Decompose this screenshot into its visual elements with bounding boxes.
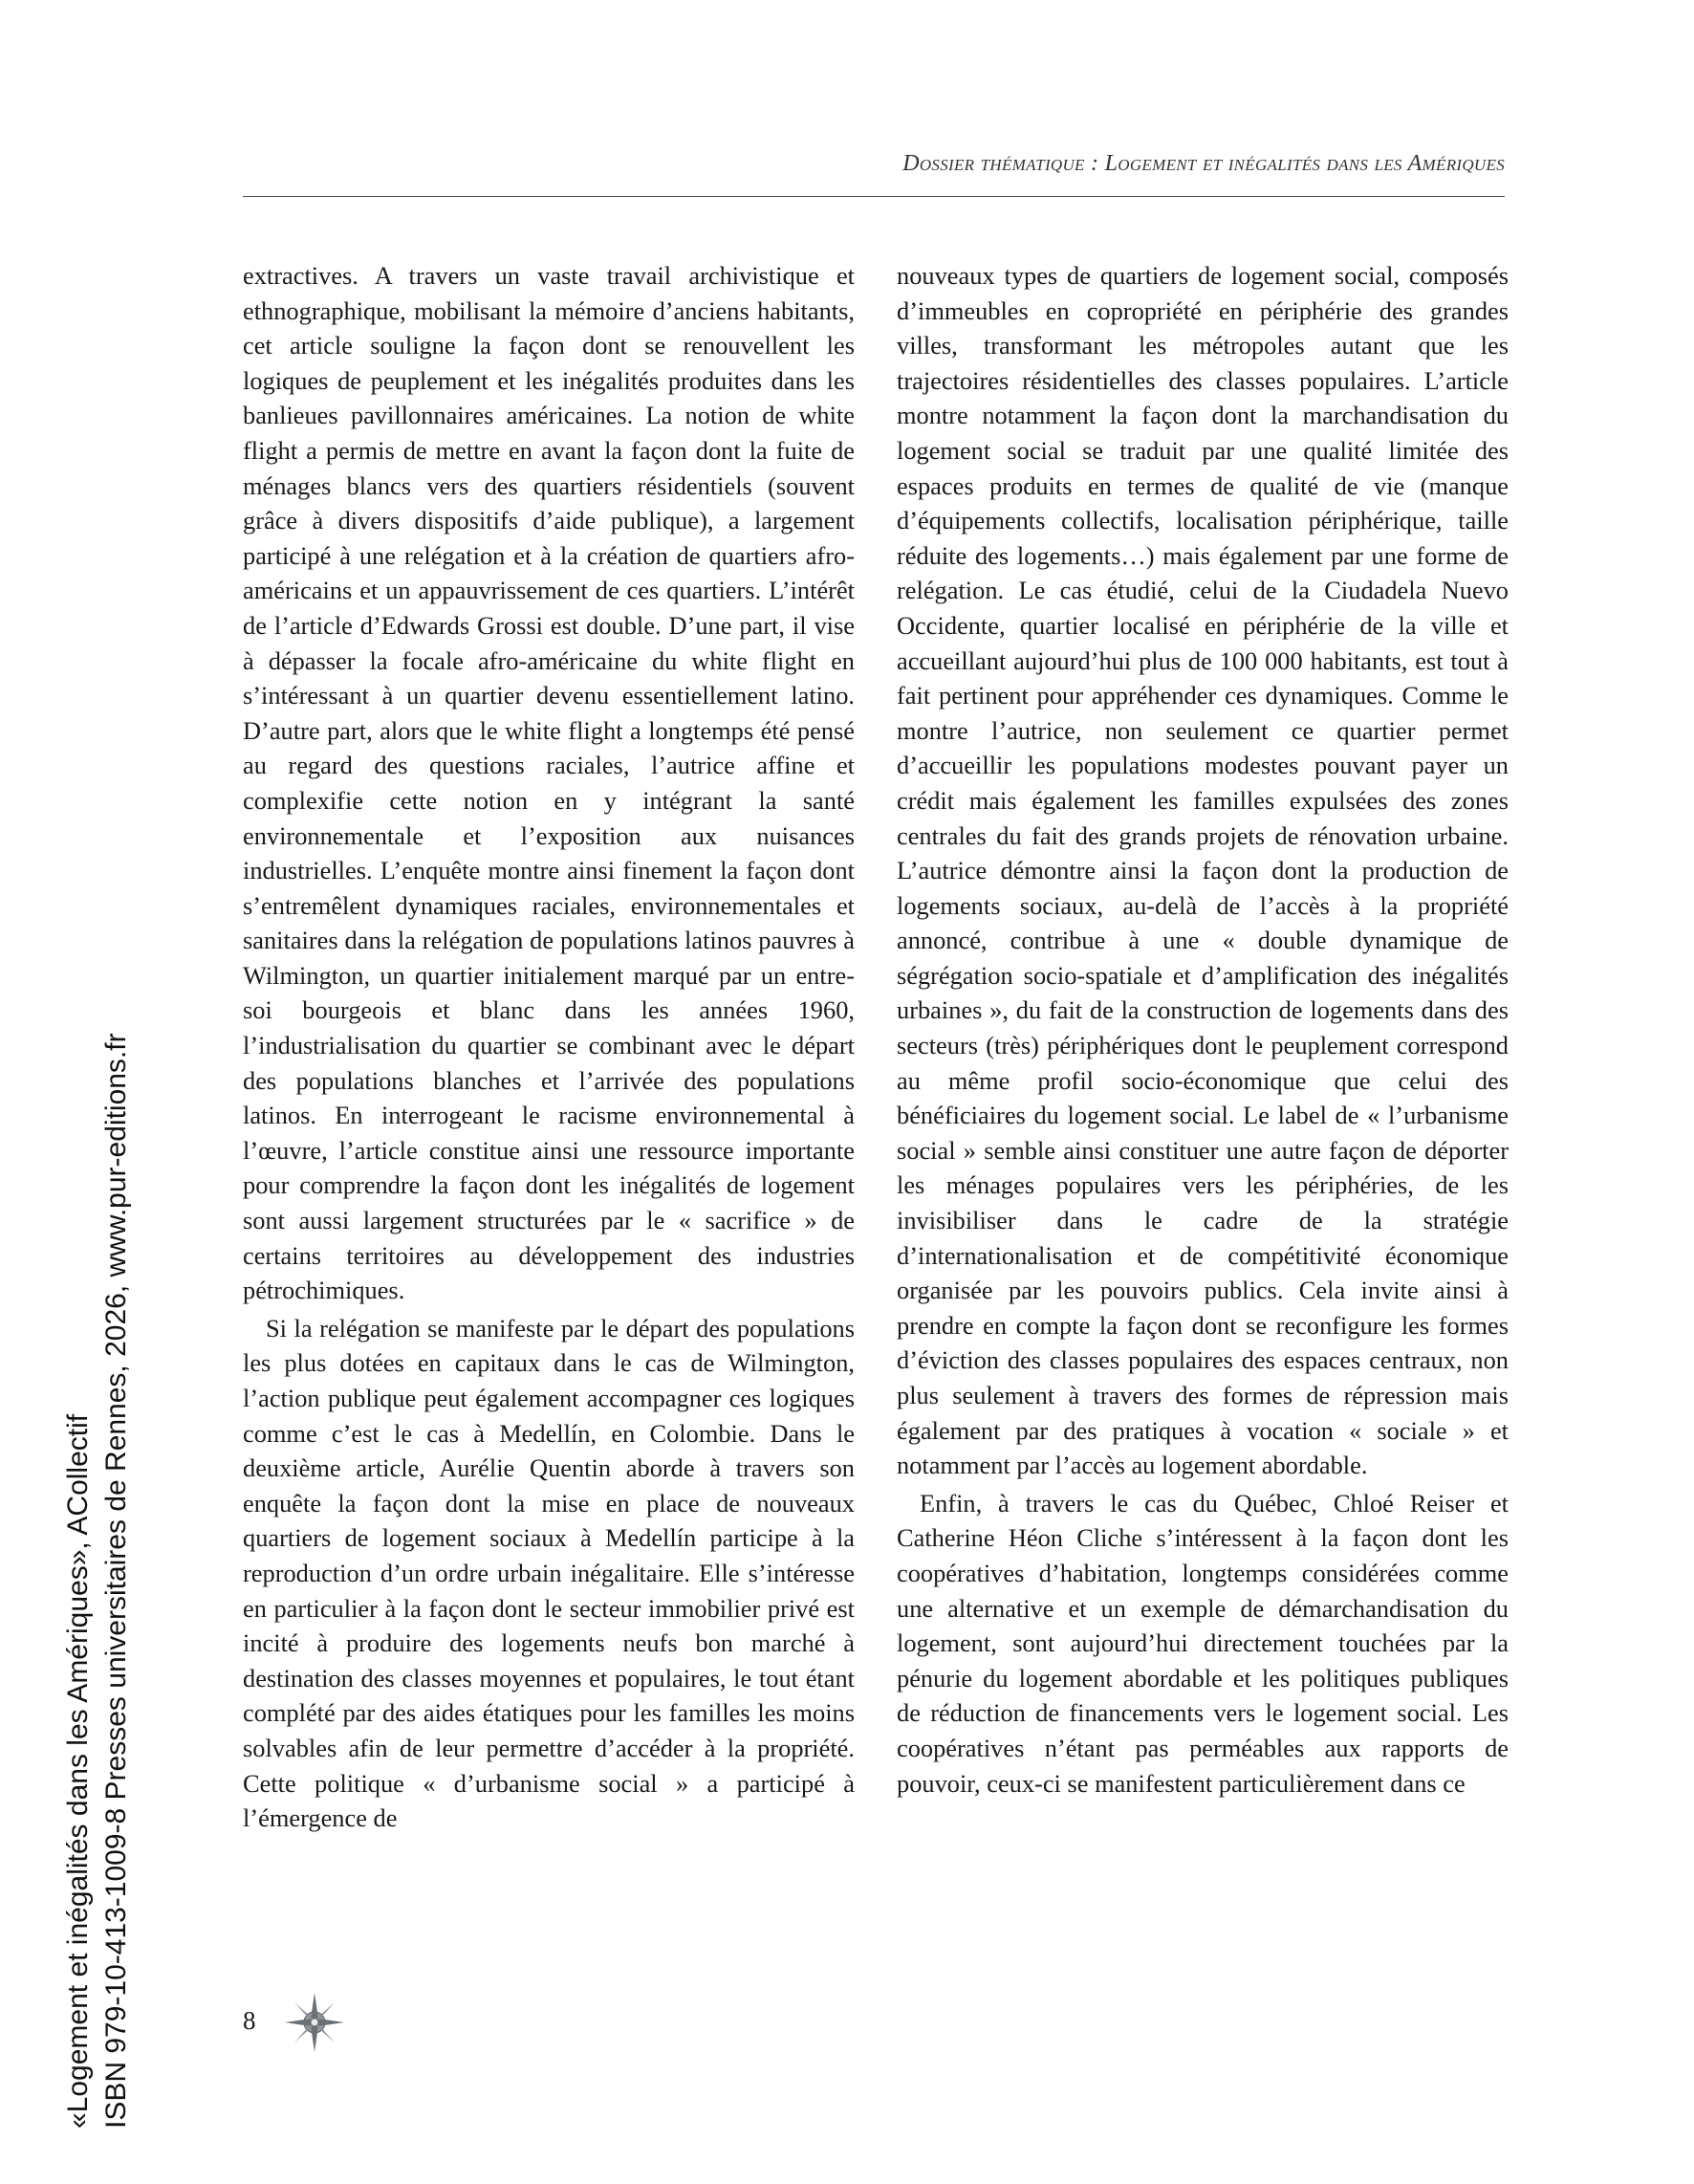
running-header: Dossier thématique : Logement et inégalités dans les Amériques [902, 151, 1505, 176]
right-paragraph-2: Enfin, à travers le cas du Québec, Chloé Reiser et Catherine Héon Cliche s’intéressent à la façon dont les coopératives d’habitation, longtemps considérées comme une alternative et un exemple de démarchandisation du logement, sont aujourd’hui directement touchées par la pénurie du logement abordable et les politiques publiques de réduction de financements vers le logement social. Les coopératives n’étant pas perméables aux rapports de pouvoir, ceux-ci se manifestent particulièrement dans ce [897, 1488, 1509, 1798]
right-paragraph-1: nouveaux types de quartiers de logement social, composés d’immeubles en copropriété en périphérie des grandes villes, transformant les métropoles autant que les trajectoires résidentielles des classes populaires. L’article montre notamment la façon dont la marchandisation du logement social se traduit par une qualité limitée des espaces produits en termes de qualité de vie (manque d’équipements collectifs, localisation périphérique, taille réduite des logements…) mais également par une forme de relégation. Le cas étudié, celui de la Ciudadela Nuevo Occidente, quartier localisé en périphérie de la ville et accueillant aujourd’hui plus de 100 000 habitants, est tout à fait pertinent pour appréhender ces dynamiques. Comme le montre l’autrice, non seulement ce quartier permet d’accueillir les populations modestes pouvant payer un crédit mais également les familles expulsées des zones centrales du fait des grands projets de rénovation urbaine. L’autrice démontre ainsi la façon dont la production de logements sociaux, au-delà de l’accès à la propriété annoncé, contribue à une « double dynamique de ségrégation socio-spatiale et d’amplification des inégalités urbaines », du fait de la construction de logements dans des secteurs (très) périphériques dont le peuplement correspond au même profil socio-économique que celui des bénéficiaires du logement social. Le label de « l’urbanisme social » semble ainsi constituer une autre façon de déporter les ménages populaires vers les périphéries, de les invisibiliser dans le cadre de la stratégie d’internationalisation et de compétitivité économique organisée par les pouvoirs publics. Cela invite ainsi à prendre en compte la façon dont se reconfigure les formes d’éviction des classes populaires des espaces centraux, non plus seulement à travers des formes de répression mais également par des pratiques à vocation « sociale » et notamment par l’accès au logement abordable. [897, 261, 1509, 1480]
side-credit-line-2: ISBN 979-10-413-1009-8 Presses universitaires de Rennes, 2026, www.pur-editions.fr [100, 1033, 132, 2129]
compass-rose-icon [283, 1991, 346, 2054]
right-column [897, 258, 1509, 1801]
side-credit-line-1: «Logement et inégalités dans les Amériques», ACollectif [62, 1413, 94, 2129]
page-number: 8 [243, 2006, 256, 2035]
left-column [243, 258, 855, 1836]
side-credit [59, 1033, 136, 2129]
left-paragraph-2: Si la relégation se manifeste par le départ des populations les plus dotées en capitaux dans le cas de Wilmington, l’action publique peut également accompagner ces logiques comme c’est le cas à Medellín, en Colombie. Dans le deuxième article, Aurélie Quentin aborde à travers son enquête la façon dont la mise en place de nouveaux quartiers de logement sociaux à Medellín participe à la reproduction d’un ordre urbain inégalitaire. Elle s’intéresse en particulier à la façon dont le secteur immobilier privé est incité à produire des logements neufs bon marché à destination des classes moyennes et populaires, le tout étant complété par des aides étatiques pour les familles les moins solvables afin de leur permettre d’accéder à la propriété. Cette politique « d’urbanisme social » a participé à l’émergence de [243, 1313, 855, 1833]
left-paragraph-1: extractives. A travers un vaste travail archivistique et ethnographique, mobilisant la mémoire d’anciens habitants, cet article souligne la façon dont se renouvellent les logiques de peuplement et les inégalités produites dans les banlieues pavillonnaires américaines. La notion de white flight a permis de mettre en avant la façon dont la fuite de ménages blancs vers des quartiers résidentiels (souvent grâce à divers dispositifs d’aide publique), a largement participé à une relégation et à la création de quartiers afro-américains et un appauvrissement de ces quartiers. L’intérêt de l’article d’Edwards Grossi est double. D’une part, il vise à dépasser la focale afro-américaine du white flight en s’intéressant à un quartier devenu essentiellement latino. D’autre part, alors que le white flight a longtemps été pensé au regard des questions raciales, l’autrice affine et complexifie cette notion en y intégrant la santé environnementale et l’exposition aux nuisances industrielles. L’enquête montre ainsi finement la façon dont s’entremêlent dynamiques raciales, environnementales et sanitaires dans la relégation de populations latinos pauvres à Wilmington, un quartier initialement marqué par un entre-soi bourgeois et blanc dans les années 1960, l’industrialisation du quartier se combinant avec le départ des populations blanches et l’arrivée des populations latinos. En interrogeant le racisme environnemental à l’œuvre, l’article constitue ainsi une ressource importante pour comprendre la façon dont les inégalités de logement sont aussi largement structurées par le « sacrifice » de certains territoires au développement des industries pétrochimiques. [243, 261, 855, 1305]
header-rule [243, 196, 1505, 197]
